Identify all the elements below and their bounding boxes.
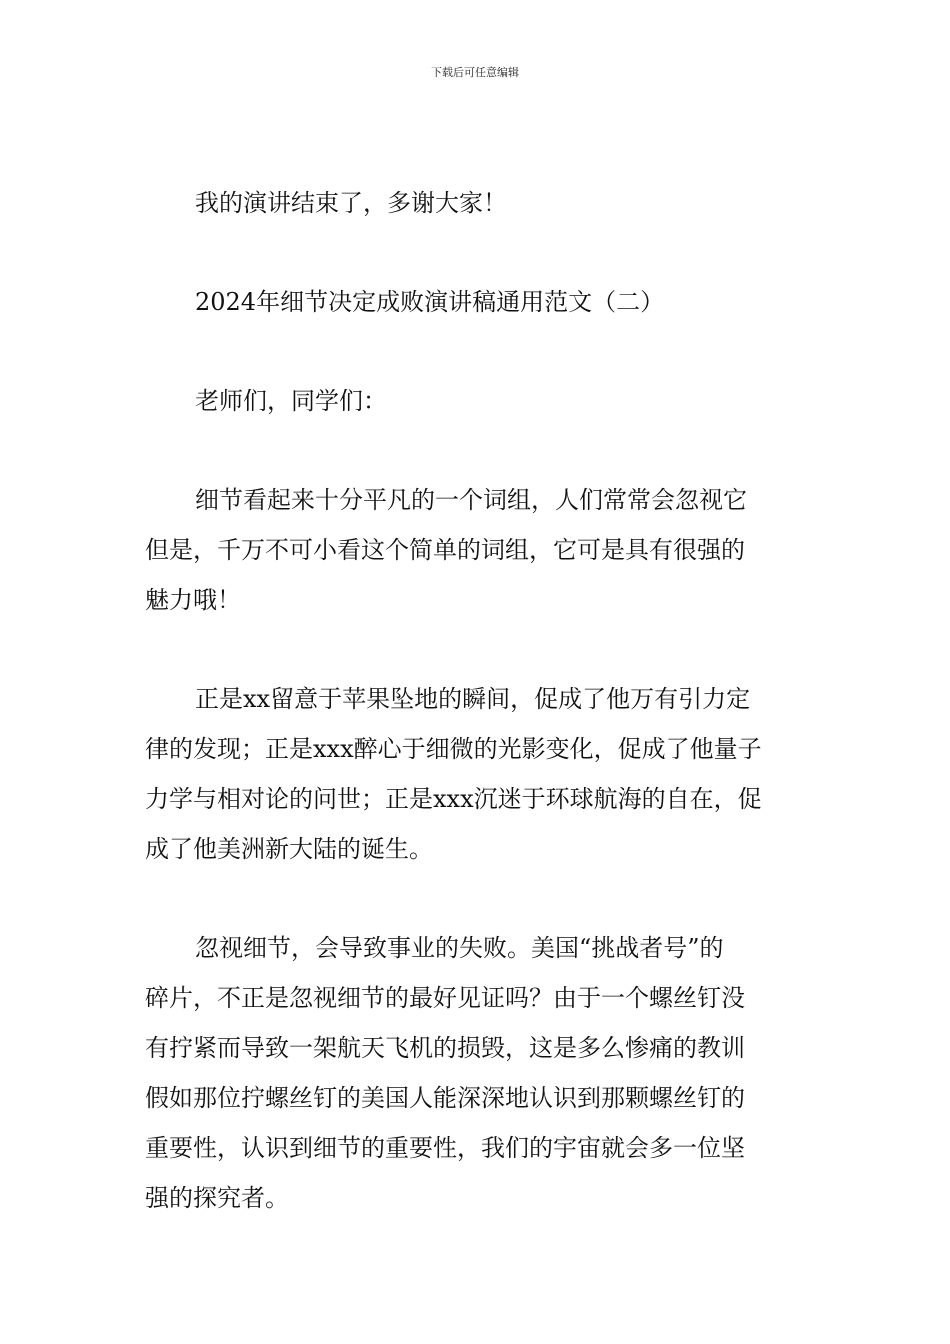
paragraph-line: 假如那位拧螺丝钉的美国人能深深地认识到那颗螺丝钉的 bbox=[145, 1084, 745, 1112]
paragraph-line: 正是xx留意于苹果坠地的瞬间，促成了他万有引力定 bbox=[195, 685, 751, 713]
paragraph-line: 细节看起来十分平凡的一个词组，人们常常会忽视它 bbox=[195, 486, 747, 514]
paragraph-closing bbox=[145, 178, 807, 228]
paragraph-line: 强的探究者。 bbox=[145, 1184, 289, 1212]
paragraph-line: 但是，千万不可小看这个简单的词组，它可是具有很强的 bbox=[145, 536, 745, 564]
paragraph-line: 力学与相对论的问世；正是xxx沉迷于环球航海的自在，促 bbox=[145, 785, 762, 813]
paragraph-line: 2024年细节决定成败演讲稿通用范文（二） bbox=[195, 288, 665, 316]
paragraph-body-1 bbox=[145, 475, 807, 625]
paragraph-salutation bbox=[145, 376, 807, 426]
paragraph-body-3 bbox=[145, 923, 807, 1223]
paragraph-line: 魅力哦！ bbox=[145, 586, 241, 614]
paragraph-title bbox=[145, 277, 807, 327]
document-body bbox=[145, 178, 807, 1223]
paragraph-line: 成了他美洲新大陆的诞生。 bbox=[145, 835, 433, 863]
paragraph-line: 重要性，认识到细节的重要性，我们的宇宙就会多一位坚 bbox=[145, 1134, 745, 1162]
paragraph-line: 老师们，同学们： bbox=[195, 387, 387, 415]
paragraph-line: 律的发现；正是xxx醉心于细微的光影变化，促成了他量子 bbox=[145, 735, 762, 763]
paragraph-line: 忽视细节，会导致事业的失败。美国“挑战者号”的 bbox=[195, 934, 724, 962]
paragraph-body-2 bbox=[145, 674, 807, 874]
paragraph-line: 有拧紧而导致一架航天飞机的损毁，这是多么惨痛的教训 bbox=[145, 1034, 745, 1062]
paragraph-line: 碎片，不正是忽视细节的最好见证吗？由于一个螺丝钉没 bbox=[145, 984, 745, 1012]
paragraph-line: 我的演讲结束了，多谢大家！ bbox=[195, 189, 507, 217]
page-header: 下载后可任意编辑 bbox=[431, 66, 519, 79]
